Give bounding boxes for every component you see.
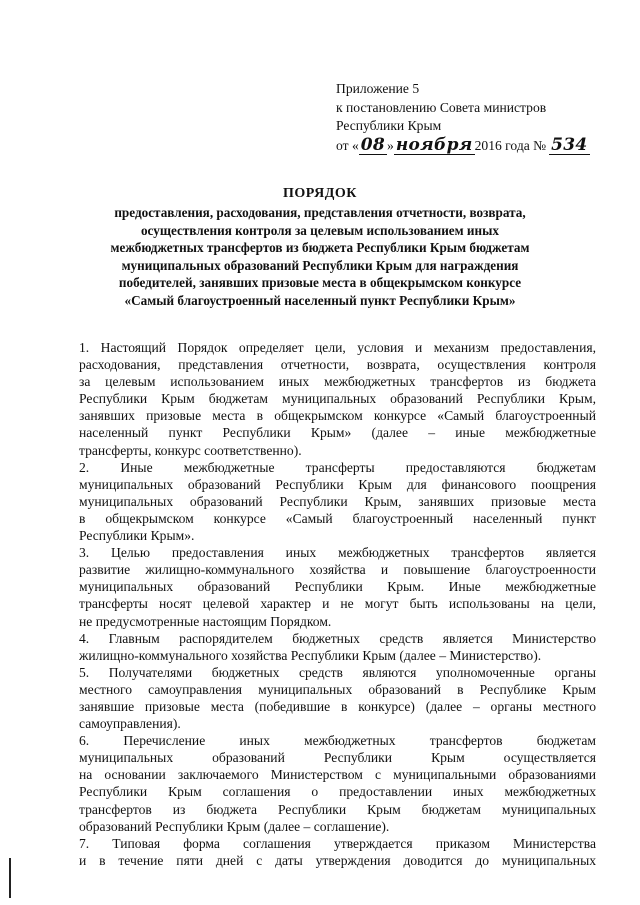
body-line: жилищно-коммунального хозяйства Республики Крым (далее – Министерство). xyxy=(79,647,542,663)
date-prefix: от « xyxy=(336,137,359,153)
body-line: не предусмотренные настоящим Порядком. xyxy=(79,613,332,629)
body-line: муниципальных образований Республики Крым для финансового поощрения xyxy=(79,476,596,492)
body-line: 1. Настоящий Порядок определяет цели, условия и механизм предоставления, xyxy=(79,340,596,355)
appendix-line-2: к постановлению Совета министров xyxy=(336,99,547,115)
body-line: на основании заключаемого Министерством с муниципальными образованиями xyxy=(79,767,596,783)
body-line: трансфертов из бюджета Республики Крым бюджетам муниципальных xyxy=(79,801,596,817)
body-line: Республики Крым бюджетам муниципальных образований Республики Крым, xyxy=(79,391,596,407)
appendix-block xyxy=(336,80,626,155)
body-line: в общекрымском конкурсе «Самый благоустроенный населенный пункт xyxy=(79,510,596,526)
date-mid: » xyxy=(387,137,394,153)
body-line: местного самоуправления муниципальных образований в Республике Крым xyxy=(79,681,596,697)
scan-margin-mark xyxy=(9,858,11,898)
body-line: образований Республики Крым (далее – соглашение). xyxy=(79,818,390,834)
body-line: расходования, представления отчетности, возврата, осуществления контроля xyxy=(79,357,596,373)
subtitle-line: предоставления, расходования, представления отчетности, возврата, xyxy=(114,205,526,220)
body-line: 2. Иные межбюджетные трансферты предоставляются бюджетам xyxy=(79,459,596,475)
body-line: за целевым использованием иных межбюджетных трансфертов из бюджета xyxy=(79,374,596,390)
body-line: и в течение пяти дней с даты утверждения доводится до муниципальных xyxy=(79,852,596,868)
handwritten-doc-number: 534 xyxy=(551,134,588,155)
subtitle-line: победителей, занявших призовые места в общекрымском конкурсе xyxy=(118,275,522,291)
body-line: 5. Получателями бюджетных средств являются уполномоченные органы xyxy=(79,664,596,680)
body-line: развитие жилищно-коммунального хозяйства и повышение благоустроенности xyxy=(79,562,596,578)
body-line: 4. Главным распорядителем бюджетных средств является Министерство xyxy=(79,630,596,646)
body-line: трансферты носят целевой характер и не могут быть использованы на цели, xyxy=(79,596,596,612)
document-body xyxy=(79,339,596,869)
body-line: трансферты, конкурс соответственно). xyxy=(79,442,302,458)
body-line: муниципальных образований Республики Крым. Иные межбюджетные xyxy=(79,579,596,595)
body-line: самоуправления). xyxy=(79,716,181,732)
date-year: 2016 года № xyxy=(474,137,547,153)
body-line: 7. Типовая форма соглашения утверждается приказом Министерства xyxy=(79,835,596,851)
body-line: занявших призовые места в общекрымском конкурсе «Самый благоустроенный xyxy=(79,408,596,424)
body-line: муниципальных образований Республики Крым осуществляется xyxy=(79,750,596,766)
document-subtitle xyxy=(60,204,580,310)
body-line: 6. Перечисление иных межбюджетных трансфертов бюджетам xyxy=(79,733,596,749)
handwritten-day: 08 xyxy=(360,134,386,155)
body-line: 3. Целью предоставления иных межбюджетных трансфертов является xyxy=(79,545,596,561)
subtitle-line: муниципальных образований Республики Крым для награждения xyxy=(121,257,519,273)
subtitle-line: межбюджетных трансфертов из бюджета Республики Крым бюджетам xyxy=(110,240,530,256)
subtitle-line: «Самый благоустроенный населенный пункт Республики Крым» xyxy=(124,292,516,308)
document-title: ПОРЯДОК xyxy=(283,186,357,201)
body-line: Республики Крым». xyxy=(79,528,195,544)
appendix-line-1: Приложение 5 xyxy=(336,81,420,96)
body-line: населенный пункт Республики Крым» (далее – иные межбюджетные xyxy=(79,425,596,441)
handwritten-month: ноября xyxy=(395,134,473,155)
body-line: Республики Крым соглашения о предоставлении иных межбюджетных xyxy=(79,784,596,800)
subtitle-line: осуществления контроля за целевым использованием иных xyxy=(140,222,500,238)
appendix-date-line xyxy=(336,136,626,156)
appendix-line-3: Республики Крым xyxy=(336,118,442,134)
body-line: муниципальных образований Республики Крым, занявших призовые места xyxy=(79,493,596,509)
body-line: занявшие призовые места (победившие в конкурсе) (далее – органы местного xyxy=(79,698,596,714)
